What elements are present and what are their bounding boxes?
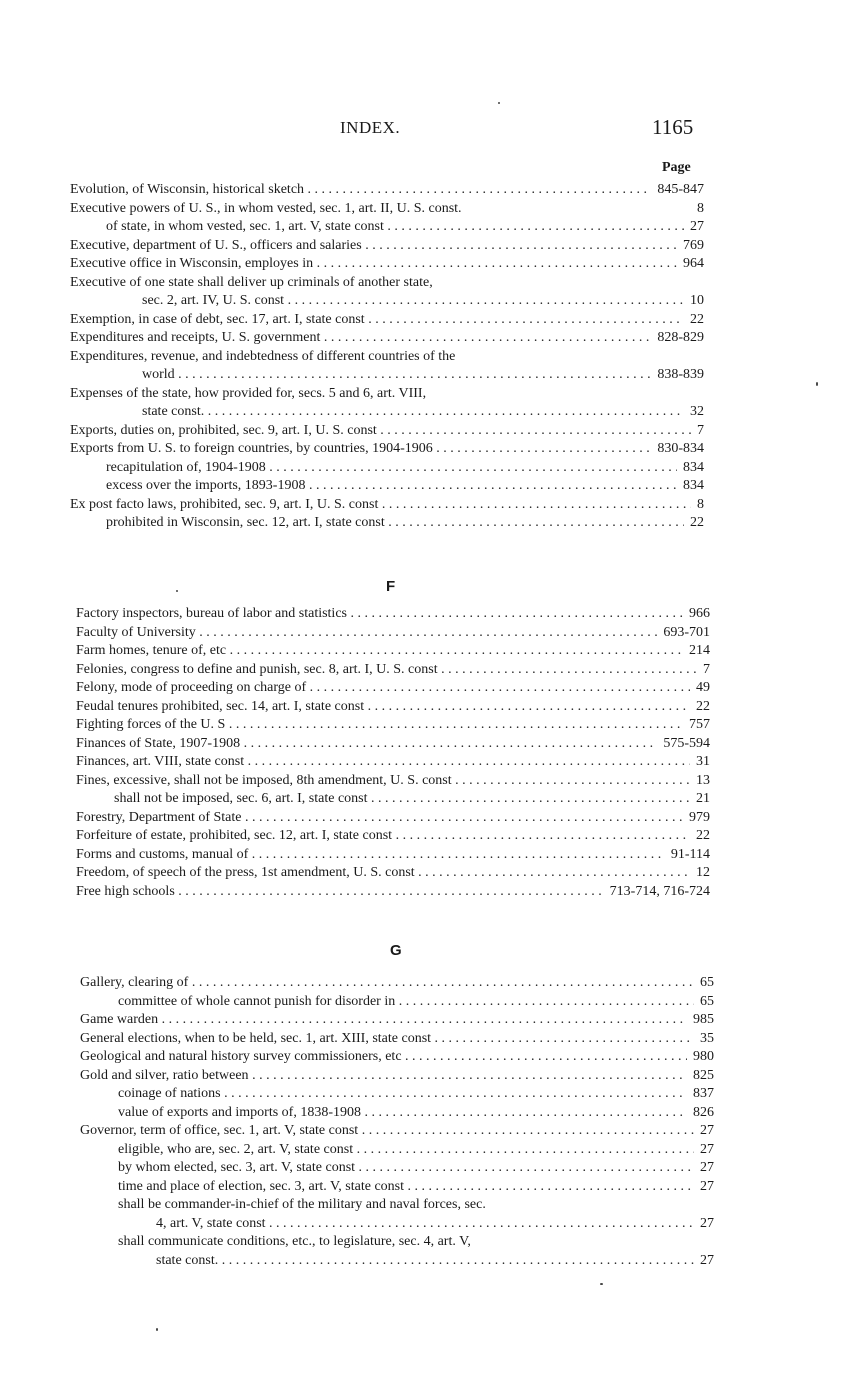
index-entry bbox=[0, 274, 704, 293]
index-entry bbox=[0, 735, 710, 754]
scan-speck bbox=[176, 590, 178, 592]
index-entry-page: 91-114 bbox=[670, 846, 710, 862]
index-entry-page: 693-701 bbox=[663, 624, 710, 640]
index-entry bbox=[0, 1252, 714, 1271]
index-entry-text: Executive powers of U. S., in whom vested, sec. 1, art. II, U. S. const. bbox=[70, 200, 462, 216]
index-entry bbox=[0, 348, 704, 367]
index-entry bbox=[0, 605, 710, 624]
index-entry-page: 27 bbox=[700, 1123, 714, 1138]
index-entry-text: value of exports and imports of, 1838-1908 . . . bbox=[118, 1104, 687, 1123]
index-entry-text: Ex post facto laws, prohibited, sec. 9, art. I, U. S. const . . . bbox=[70, 496, 691, 515]
index-entry-page: 10 bbox=[690, 293, 704, 308]
index-entry bbox=[0, 477, 704, 496]
index-entry bbox=[0, 1159, 714, 1178]
index-entry-page: 22 bbox=[690, 311, 704, 327]
index-entry bbox=[0, 661, 710, 680]
index-entry-text: Fighting forces of the U. S . . . bbox=[76, 716, 683, 735]
index-entry-text: 4, art. V, state const . . . bbox=[156, 1215, 694, 1234]
index-entry-text: Evolution, of Wisconsin, historical sketch . . . bbox=[70, 181, 651, 200]
index-entry bbox=[0, 846, 710, 865]
index-entry-text: Geological and natural history survey commissioners, etc . . . bbox=[80, 1048, 687, 1067]
index-entry-page: 27 bbox=[700, 1252, 714, 1268]
index-entry-text: Felony, mode of proceeding on charge of . . . bbox=[76, 679, 690, 698]
index-entry bbox=[0, 311, 704, 330]
index-entry-page: 27 bbox=[700, 1141, 714, 1157]
index-entry-text: Faculty of University . . . bbox=[76, 624, 657, 643]
index-entry-text: shall communicate conditions, etc., to legislature, sec. 4, art. V, bbox=[118, 1234, 471, 1249]
index-entry-page: 845-847 bbox=[657, 182, 704, 197]
index-entry bbox=[0, 1048, 714, 1067]
index-entry-text: Expenses of the state, how provided for, secs. 5 and 6, art. VIII, bbox=[70, 385, 427, 401]
index-entry-page: 979 bbox=[689, 809, 710, 825]
index-entry-page: 828-829 bbox=[657, 330, 704, 345]
index-entry-page: 966 bbox=[689, 606, 710, 621]
index-entry-page: 964 bbox=[683, 256, 704, 271]
index-entry-page: 65 bbox=[700, 993, 714, 1009]
index-entry-page: 830-834 bbox=[657, 441, 704, 456]
index-entry-page: 49 bbox=[696, 680, 710, 695]
index-entry bbox=[0, 255, 704, 274]
index-entry-page: 757 bbox=[689, 717, 710, 732]
index-entry-page: 35 bbox=[700, 1030, 714, 1046]
section-g-letter: G bbox=[390, 942, 402, 959]
index-entry-text: state const. . . . bbox=[142, 403, 684, 422]
index-entry-page: 7 bbox=[697, 422, 704, 438]
index-entry-page: 713-714, 716-724 bbox=[609, 883, 710, 899]
index-entry-page: 7 bbox=[703, 661, 710, 677]
index-entry bbox=[0, 496, 704, 515]
index-entry-text: time and place of election, sec. 3, art. V, state const . . . bbox=[118, 1178, 694, 1197]
index-entry-text: shall be commander-in-chief of the military and naval forces, sec. bbox=[118, 1197, 486, 1212]
scan-speck bbox=[816, 382, 818, 386]
page-column-label: Page bbox=[662, 160, 691, 175]
index-entry-page: 22 bbox=[690, 515, 704, 530]
index-entry-page: 575-594 bbox=[663, 735, 710, 751]
index-entry-page: 12 bbox=[696, 865, 710, 880]
index-entry bbox=[0, 329, 704, 348]
index-entry-text: sec. 2, art. IV, U. S. const . . . bbox=[142, 292, 684, 311]
index-entry-text: Exports from U. S. to foreign countries, by countries, 1904-1906 . . . bbox=[70, 440, 651, 459]
index-entry bbox=[0, 993, 714, 1012]
index-entry-text: by whom elected, sec. 3, art. V, state const . . . bbox=[118, 1159, 694, 1178]
index-entry bbox=[0, 1122, 714, 1141]
index-entry-page: 22 bbox=[696, 698, 710, 714]
index-entry bbox=[0, 366, 704, 385]
index-entry-text: shall not be imposed, sec. 6, art. I, state const . . . bbox=[114, 790, 690, 809]
section-g bbox=[0, 974, 859, 1270]
index-entry-text: Finances, art. VIII, state const . . . bbox=[76, 753, 690, 772]
index-entry bbox=[0, 1011, 714, 1030]
header-page-number: 1165 bbox=[652, 115, 694, 139]
index-entry-page: 31 bbox=[696, 754, 710, 769]
index-entry-page: 13 bbox=[696, 772, 710, 788]
index-entry-text: Felonies, congress to define and punish, sec. 8, art. I, U. S. const . . . bbox=[76, 661, 697, 680]
index-entry-page: 985 bbox=[693, 1012, 714, 1027]
index-entry-page: 838-839 bbox=[657, 367, 704, 382]
index-entry bbox=[0, 679, 710, 698]
index-entry bbox=[0, 716, 710, 735]
index-entry-text: Executive, department of U. S., officers and salaries . . . bbox=[70, 237, 677, 256]
index-entry-page: 980 bbox=[693, 1049, 714, 1064]
index-entry bbox=[0, 772, 710, 791]
index-entry-page: 27 bbox=[700, 1178, 714, 1194]
index-entry-page: 65 bbox=[700, 975, 714, 990]
index-entry-page: 27 bbox=[700, 1160, 714, 1175]
index-entry-text: General elections, when to be held, sec. 1, art. XIII, state const . . . bbox=[80, 1030, 694, 1049]
index-entry-page: 27 bbox=[690, 219, 704, 234]
index-entry-page: 8 bbox=[697, 200, 704, 216]
index-entry-text: Executive office in Wisconsin, employes in . . . bbox=[70, 255, 677, 274]
index-entry-text: Forms and customs, manual of . . . bbox=[76, 846, 665, 865]
index-entry bbox=[0, 864, 710, 883]
index-entry bbox=[0, 974, 714, 993]
index-entry-text: Farm homes, tenure of, etc . . . bbox=[76, 642, 683, 661]
scan-speck bbox=[156, 1328, 158, 1331]
index-entry-page: 214 bbox=[689, 643, 710, 658]
index-entry-text: Gold and silver, ratio between . . . bbox=[80, 1067, 687, 1086]
index-entry-text: Exemption, in case of debt, sec. 17, art. I, state const . . . bbox=[70, 311, 684, 330]
index-entry bbox=[0, 753, 710, 772]
index-entry-page: 8 bbox=[697, 496, 704, 512]
index-entry bbox=[0, 422, 704, 441]
index-entry-page: 769 bbox=[683, 237, 704, 253]
index-entry-page: 825 bbox=[693, 1067, 714, 1083]
index-entry-text: Forfeiture of estate, prohibited, sec. 12, art. I, state const . . . bbox=[76, 827, 690, 846]
index-entry bbox=[0, 403, 704, 422]
index-entry-text: Governor, term of office, sec. 1, art. V, state const . . . bbox=[80, 1122, 694, 1141]
index-entry-text: Expenditures and receipts, U. S. government . . . bbox=[70, 329, 651, 348]
index-entry-page: 21 bbox=[696, 791, 710, 806]
index-entry bbox=[0, 1233, 714, 1252]
index-entry bbox=[0, 1030, 714, 1049]
index-entry-text: Freedom, of speech of the press, 1st amendment, U. S. const . . . bbox=[76, 864, 690, 883]
index-entry-text: Finances of State, 1907-1908 . . . bbox=[76, 735, 657, 754]
index-entry bbox=[0, 827, 710, 846]
index-entry bbox=[0, 1067, 714, 1086]
index-entry-page: 834 bbox=[683, 478, 704, 493]
index-entry bbox=[0, 642, 710, 661]
index-entry-page: 826 bbox=[693, 1104, 714, 1120]
index-entry-text: committee of whole cannot punish for disorder in . . . bbox=[118, 993, 694, 1012]
index-entry-text: Fines, excessive, shall not be imposed, 8th amendment, U. S. const . . . bbox=[76, 772, 690, 791]
section-e bbox=[0, 181, 859, 533]
index-entry bbox=[0, 1178, 714, 1197]
index-entry-text: Executive of one state shall deliver up criminals of another state, bbox=[70, 274, 433, 290]
index-entry bbox=[0, 237, 704, 256]
index-entry-text: Factory inspectors, bureau of labor and statistics . . . bbox=[76, 605, 683, 624]
index-entry bbox=[0, 514, 704, 533]
index-entry-text: Free high schools . . . bbox=[76, 883, 604, 902]
index-entry bbox=[0, 292, 704, 311]
index-entry-text: excess over the imports, 1893-1908 . . . bbox=[106, 477, 677, 496]
index-entry bbox=[0, 1141, 714, 1160]
index-entry bbox=[0, 1196, 714, 1215]
index-entry bbox=[0, 809, 710, 828]
index-entry-text: state const. . . . bbox=[156, 1252, 694, 1271]
index-entry-page: 834 bbox=[683, 459, 704, 475]
index-entry-text: Gallery, clearing of . . . bbox=[80, 974, 694, 993]
index-entry bbox=[0, 624, 710, 643]
index-entry-text: Expenditures, revenue, and indebtedness of different countries of the bbox=[70, 348, 456, 364]
section-f bbox=[0, 605, 859, 901]
scan-speck bbox=[600, 1283, 603, 1285]
index-entry bbox=[0, 1085, 714, 1104]
index-entry bbox=[0, 883, 710, 902]
section-f-letter: F bbox=[386, 578, 396, 595]
index-entry-page: 22 bbox=[696, 828, 710, 843]
index-entry-text: world . . . bbox=[142, 366, 651, 385]
index-entry bbox=[0, 218, 704, 237]
index-entry-text: Feudal tenures prohibited, sec. 14, art. I, state const . . . bbox=[76, 698, 690, 717]
index-entry bbox=[0, 385, 704, 404]
index-entry-page: 32 bbox=[690, 404, 704, 419]
index-entry-text: eligible, who are, sec. 2, art. V, state const . . . bbox=[118, 1141, 694, 1160]
index-entry bbox=[0, 1104, 714, 1123]
index-entry bbox=[0, 181, 704, 200]
index-entry-text: prohibited in Wisconsin, sec. 12, art. I, state const . . . bbox=[106, 514, 684, 533]
index-entry bbox=[0, 200, 704, 219]
index-entry-text: Game warden . . . bbox=[80, 1011, 687, 1030]
index-entry bbox=[0, 1215, 714, 1234]
index-entry-text: coinage of nations . . . bbox=[118, 1085, 687, 1104]
index-entry-text: Forestry, Department of State . . . bbox=[76, 809, 683, 828]
index-entry bbox=[0, 790, 710, 809]
index-entry bbox=[0, 459, 704, 478]
index-entry bbox=[0, 698, 710, 717]
index-entry-page: 27 bbox=[700, 1215, 714, 1231]
index-entry bbox=[0, 440, 704, 459]
scan-speck bbox=[498, 102, 500, 104]
page-header bbox=[0, 115, 859, 144]
index-entry-text: of state, in whom vested, sec. 1, art. V, state const . . . bbox=[106, 218, 684, 237]
index-entry-text: Exports, duties on, prohibited, sec. 9, art. I, U. S. const . . . bbox=[70, 422, 691, 441]
index-entry-page: 837 bbox=[693, 1086, 714, 1101]
index-entry-text: recapitulation of, 1904-1908 . . . bbox=[106, 459, 677, 478]
header-title: INDEX. bbox=[340, 118, 401, 137]
